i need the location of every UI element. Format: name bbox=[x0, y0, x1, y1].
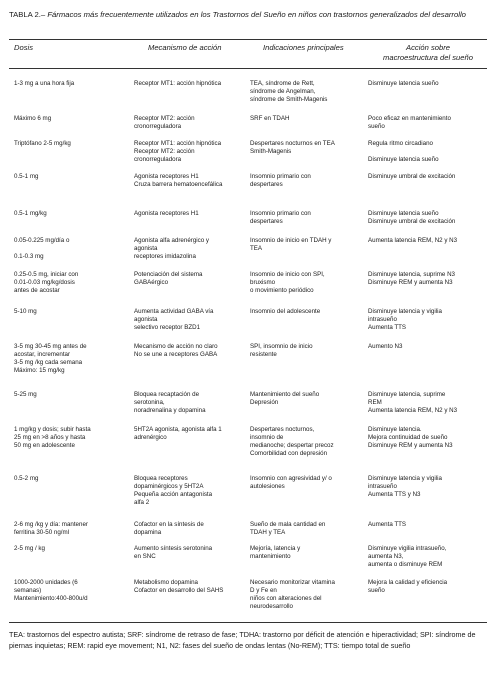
cell-line: medianoche; despertar precoz bbox=[250, 441, 334, 449]
table-cell-accion bbox=[368, 308, 442, 332]
cell-line: Mecanismo de acción no claro bbox=[134, 343, 218, 350]
table-cell-accion bbox=[368, 391, 457, 415]
cell-line: 2-6 mg /kg y día: mantener bbox=[14, 521, 88, 528]
cell-line: 1-3 mg a una hora fija bbox=[14, 80, 75, 87]
table-cell-mecanismo bbox=[134, 80, 221, 88]
table-cell-dosis bbox=[14, 391, 37, 399]
table-cell-accion bbox=[368, 173, 455, 181]
cell-line: alfa 2 bbox=[134, 498, 150, 506]
cell-line: Metabolismo dopamina bbox=[134, 579, 198, 586]
table-cell-dosis bbox=[14, 210, 47, 218]
cell-line: aumenta N3, bbox=[368, 552, 404, 560]
table-cell-indicaciones bbox=[250, 271, 325, 295]
cell-line: dopamina bbox=[134, 528, 162, 536]
cell-line: Cruza barrera hematoencefálica bbox=[134, 180, 223, 188]
cell-line: adrenérgico bbox=[134, 433, 167, 441]
table-cell-accion bbox=[368, 271, 455, 287]
cell-line: Aumenta latencia REM, N2 y N3 bbox=[368, 406, 458, 414]
cell-line: TDAH y TEA bbox=[250, 528, 286, 536]
cell-line: Mantenimiento del sueño bbox=[250, 391, 320, 398]
cell-line: Aumento síntesis serotonina bbox=[134, 545, 213, 552]
cell-line: 2-5 mg / kg bbox=[14, 545, 45, 552]
table-cell-mecanismo bbox=[134, 521, 204, 537]
cell-line: Bloquea receptores bbox=[134, 475, 188, 482]
table-cell-dosis bbox=[14, 343, 87, 375]
table-cell-indicaciones bbox=[250, 343, 313, 359]
cell-line: 0.1-0.3 mg bbox=[14, 252, 44, 260]
header-accion-line1: Acción sobre bbox=[406, 43, 450, 52]
cell-line: Insomnio de inicio en TDAH y bbox=[250, 237, 332, 244]
cell-line: Disminuye latencia sueño bbox=[368, 155, 439, 163]
cell-line: Regula ritmo circadiano bbox=[368, 140, 433, 147]
cell-line: Disminuye latencia y vigilia bbox=[368, 308, 442, 315]
cell-line bbox=[368, 148, 439, 156]
table-cell-mecanismo bbox=[134, 579, 223, 595]
cell-line: Mejoría, latencia y bbox=[250, 545, 301, 552]
cell-line: Aumenta TTS bbox=[368, 323, 407, 331]
cell-line: niños con alteraciones del bbox=[250, 594, 322, 602]
cell-line: Receptor MT1: acción hipnótica bbox=[134, 80, 222, 87]
footnote: TEA: trastornos del espectro autista; SRF: síndrome de retraso de fase; TDHA: trastorno por déficit de atención e hiperactividad; SPI: síndrome de piernas inquietas; REM: rapid eye movement; N1, N2: fases del sueño de ondas lentas (No-REM); TTS: tiempo total de sueño bbox=[9, 630, 476, 650]
cell-line: sueño bbox=[368, 122, 385, 130]
cell-line: receptores imidazolina bbox=[134, 252, 196, 260]
table-cell-indicaciones bbox=[250, 426, 334, 458]
header-mecanismo: Mecanismo de acción bbox=[148, 43, 222, 52]
caption-lead: TABLA 2.– bbox=[9, 10, 48, 19]
cell-line: aumenta o disminuye REM bbox=[368, 560, 443, 568]
cell-line: D y Fe en bbox=[250, 586, 277, 594]
header-rule bbox=[9, 68, 487, 69]
cell-line: Insomnio primario con bbox=[250, 173, 311, 180]
cell-line: Insomnio primario con bbox=[250, 210, 311, 217]
cell-line: Receptor MT1: acción hipnótica bbox=[134, 140, 222, 147]
table-cell-mecanismo bbox=[134, 391, 206, 415]
cell-line: Despertares nocturnos, bbox=[250, 426, 315, 433]
cell-line: Triptófano 2-5 mg/kg bbox=[14, 140, 71, 147]
cell-line: agonista bbox=[134, 315, 158, 323]
cell-line: 0.05-0.225 mg/día o bbox=[14, 237, 70, 244]
cell-line: insomnio de bbox=[250, 433, 284, 441]
table-cell-dosis bbox=[14, 426, 91, 450]
table-cell-indicaciones bbox=[250, 475, 332, 491]
cell-line: semanas) bbox=[14, 586, 42, 594]
header-indicaciones: Indicaciones principales bbox=[263, 43, 344, 52]
cell-line: despertares bbox=[250, 217, 283, 225]
cell-line: intrasueño bbox=[368, 482, 397, 490]
table-cell-dosis bbox=[14, 80, 74, 88]
cell-line: agonista bbox=[134, 244, 158, 252]
cell-line: GABAérgico bbox=[134, 278, 169, 286]
table-cell-mecanismo bbox=[134, 237, 209, 261]
cell-line: Aumenta latencia REM, N2 y N3 bbox=[368, 237, 458, 244]
cell-line: Disminuye latencia. bbox=[368, 426, 422, 433]
table-cell-indicaciones bbox=[250, 237, 331, 253]
cell-line: Necesario monitorizar vitamina bbox=[250, 579, 335, 586]
cell-line: bruxismo bbox=[250, 278, 276, 286]
table-cell-dosis bbox=[14, 308, 37, 316]
cell-line: Disminuye latencia y vigilia bbox=[368, 475, 442, 482]
cell-line: Agonista alfa adrenérgico y bbox=[134, 237, 209, 244]
cell-line: o movimiento periódico bbox=[250, 286, 314, 294]
cell-line: Receptor MT2: acción bbox=[134, 147, 195, 155]
cell-line: 0.5-1 mg bbox=[14, 173, 39, 180]
cell-line: Máximo: 15 mg/kg bbox=[14, 366, 65, 374]
cell-line: Disminuye latencia sueño bbox=[368, 210, 439, 217]
cell-line: Insomnio de inicio con SPI, bbox=[250, 271, 325, 278]
table-cell-mecanismo bbox=[134, 475, 212, 507]
cell-line: Mejora continuidad de sueño bbox=[368, 433, 448, 441]
cell-line: Disminuye REM y aumenta N3 bbox=[368, 278, 453, 286]
table-cell-dosis bbox=[14, 545, 45, 553]
cell-line: Sueño de mala cantidad en bbox=[250, 521, 326, 528]
cell-line: síndrome de Smith-Magenis bbox=[250, 95, 328, 103]
table-cell-accion bbox=[368, 343, 402, 351]
cell-line: Insomnio con agresividad y/ o bbox=[250, 475, 332, 482]
cell-line: 0.25-0.5 mg, iniciar con bbox=[14, 271, 79, 278]
table-cell-accion bbox=[368, 210, 455, 226]
table-cell-indicaciones bbox=[250, 391, 319, 407]
cell-line: 0.5-1 mg/kg bbox=[14, 210, 47, 217]
table-cell-mecanismo bbox=[134, 271, 202, 287]
top-rule bbox=[9, 39, 487, 40]
table-cell-accion bbox=[368, 545, 446, 569]
cell-line: Receptor MT2: acción bbox=[134, 115, 195, 122]
table-cell-dosis bbox=[14, 271, 78, 295]
cell-line: 5-25 mg bbox=[14, 391, 37, 398]
cell-line: Potenciación del sistema bbox=[134, 271, 203, 278]
cell-line: intrasueño bbox=[368, 315, 397, 323]
cell-line: ferritina 30-50 ng/ml bbox=[14, 528, 70, 536]
cell-line: TEA bbox=[250, 244, 263, 252]
cell-line: Disminuye umbral de excitación bbox=[368, 173, 456, 180]
cell-line: Aumento N3 bbox=[368, 343, 403, 350]
table-cell-accion bbox=[368, 140, 439, 164]
table-cell-mecanismo bbox=[134, 173, 222, 189]
table-cell-dosis bbox=[14, 115, 51, 123]
cell-line: Disminuye latencia, suprime bbox=[368, 391, 446, 398]
cell-line: TEA, síndrome de Rett, bbox=[250, 80, 315, 87]
caption-text: Fármacos más frecuentemente utilizados en los Trastornos del Sueño en niños con trastornos generalizados del desarrollo bbox=[47, 10, 466, 19]
cell-line: antes de acostar bbox=[14, 286, 60, 294]
table-cell-accion bbox=[368, 579, 447, 595]
table-cell-accion bbox=[368, 80, 439, 88]
cell-line: síndrome de Angelman, bbox=[250, 87, 316, 95]
cell-line: 0.01-0.03 mg/kg/dosis bbox=[14, 278, 75, 286]
cell-line: dopaminérgicos y 5HT2A bbox=[134, 482, 204, 490]
cell-line: Mejora la calidad y eficiencia bbox=[368, 579, 448, 586]
cell-line: Depresión bbox=[250, 398, 279, 406]
cell-line: Bloquea recaptación de bbox=[134, 391, 200, 398]
cell-line: selectivo receptor BZD1 bbox=[134, 323, 201, 331]
table-cell-dosis bbox=[14, 140, 71, 148]
cell-line: Comorbilidad con depresión bbox=[250, 449, 328, 457]
cell-line: REM bbox=[368, 398, 382, 406]
cell-line: neurodesarrollo bbox=[250, 602, 293, 610]
cell-line: Agonista receptores H1 bbox=[134, 210, 199, 217]
cell-line: Disminuye latencia sueño bbox=[368, 80, 439, 87]
table-cell-mecanismo bbox=[134, 426, 222, 442]
cell-line: Insomnio del adolescente bbox=[250, 308, 321, 315]
table-cell-dosis bbox=[14, 237, 69, 261]
header-dosis: Dosis bbox=[14, 43, 33, 52]
table-cell-indicaciones bbox=[250, 521, 325, 537]
cell-line: en SNC bbox=[134, 552, 156, 560]
table-cell-dosis bbox=[14, 521, 88, 537]
cell-line: despertares bbox=[250, 180, 283, 188]
cell-line: Poco eficaz en mantenimiento bbox=[368, 115, 451, 122]
table-cell-accion bbox=[368, 237, 457, 245]
cell-line: Pequeña acción antagonista bbox=[134, 490, 213, 498]
header-accion bbox=[374, 43, 482, 63]
cell-line: 25 mg en >8 años y hasta bbox=[14, 433, 86, 441]
cell-line: cronorreguladora bbox=[134, 122, 182, 130]
cell-line: 50 mg en adolescente bbox=[14, 441, 75, 449]
cell-line: SPI, insomnio de inicio bbox=[250, 343, 313, 350]
table-cell-mecanismo bbox=[134, 308, 213, 332]
table-cell-dosis bbox=[14, 579, 88, 603]
cell-line: Máximo 6 mg bbox=[14, 115, 52, 122]
cell-line: noradrenalina y dopamina bbox=[134, 406, 206, 414]
table-cell-indicaciones bbox=[250, 579, 335, 611]
table-cell-dosis bbox=[14, 475, 38, 483]
table-cell-indicaciones bbox=[250, 308, 320, 316]
table-caption bbox=[9, 10, 487, 20]
table-cell-indicaciones bbox=[250, 173, 311, 189]
cell-line: SRF en TDAH bbox=[250, 115, 290, 122]
cell-line: Mantenimiento:400-800u/d bbox=[14, 594, 88, 602]
cell-line: resistente bbox=[250, 350, 277, 358]
table-cell-dosis bbox=[14, 173, 38, 181]
cell-line: mantenimiento bbox=[250, 552, 291, 560]
table-cell-indicaciones bbox=[250, 210, 311, 226]
table-cell-mecanismo bbox=[134, 210, 199, 218]
table-cell-accion bbox=[368, 426, 453, 450]
cell-line: sueño bbox=[368, 586, 385, 594]
cell-line: 3-5 mg /kg cada semana bbox=[14, 358, 83, 366]
table-cell-mecanismo bbox=[134, 115, 195, 131]
cell-line: 1 mg/kg y dosis; subir hasta bbox=[14, 426, 91, 433]
cell-line: Agonista receptores H1 bbox=[134, 173, 199, 180]
cell-line: Despertares nocturnos en TEA bbox=[250, 140, 335, 147]
cell-line: Cofactor en desarrollo del SAHS bbox=[134, 586, 224, 594]
table-cell-indicaciones bbox=[250, 80, 327, 104]
bottom-rule bbox=[9, 622, 487, 623]
cell-line: 3-5 mg 30-45 mg antes de bbox=[14, 343, 87, 350]
cell-line: No se une a receptores GABA bbox=[134, 350, 218, 358]
cell-line: autolesiones bbox=[250, 482, 285, 490]
cell-line: Disminuye umbral de excitación bbox=[368, 217, 456, 225]
cell-line: Aumenta actividad GABA vía bbox=[134, 308, 214, 315]
cell-line: 5HT2A agonista, agonista alfa 1 bbox=[134, 426, 222, 433]
cell-line bbox=[14, 245, 69, 253]
cell-line: Aumenta TTS y N3 bbox=[368, 490, 421, 498]
cell-line: Disminuye vigilia intrasueño, bbox=[368, 545, 447, 552]
cell-line: serotonina, bbox=[134, 398, 165, 406]
table-cell-mecanismo bbox=[134, 343, 218, 359]
table-cell-indicaciones bbox=[250, 140, 335, 156]
table-cell-accion bbox=[368, 475, 442, 499]
cell-line: cronorreguladora bbox=[134, 155, 182, 163]
cell-line: Disminuye REM y aumenta N3 bbox=[368, 441, 453, 449]
table-cell-accion bbox=[368, 521, 406, 529]
table-cell-accion bbox=[368, 115, 451, 131]
header-accion-line2: macroestructura del sueño bbox=[383, 53, 473, 63]
table-cell-mecanismo bbox=[134, 140, 221, 164]
table-cell-mecanismo bbox=[134, 545, 212, 561]
cell-line: 1000-2000 unidades (6 bbox=[14, 579, 78, 586]
cell-line: acostar, incrementar bbox=[14, 350, 71, 358]
cell-line: Disminuye latencia, suprime N3 bbox=[368, 271, 456, 278]
cell-line: 0.5-2 mg bbox=[14, 475, 39, 482]
cell-line: 5-10 mg bbox=[14, 308, 37, 315]
cell-line: Smith-Magenis bbox=[250, 147, 292, 155]
cell-line: Cofactor en la síntesis de bbox=[134, 521, 204, 528]
cell-line: Aumenta TTS bbox=[368, 521, 407, 528]
table-cell-indicaciones bbox=[250, 545, 300, 561]
table-cell-indicaciones bbox=[250, 115, 289, 123]
